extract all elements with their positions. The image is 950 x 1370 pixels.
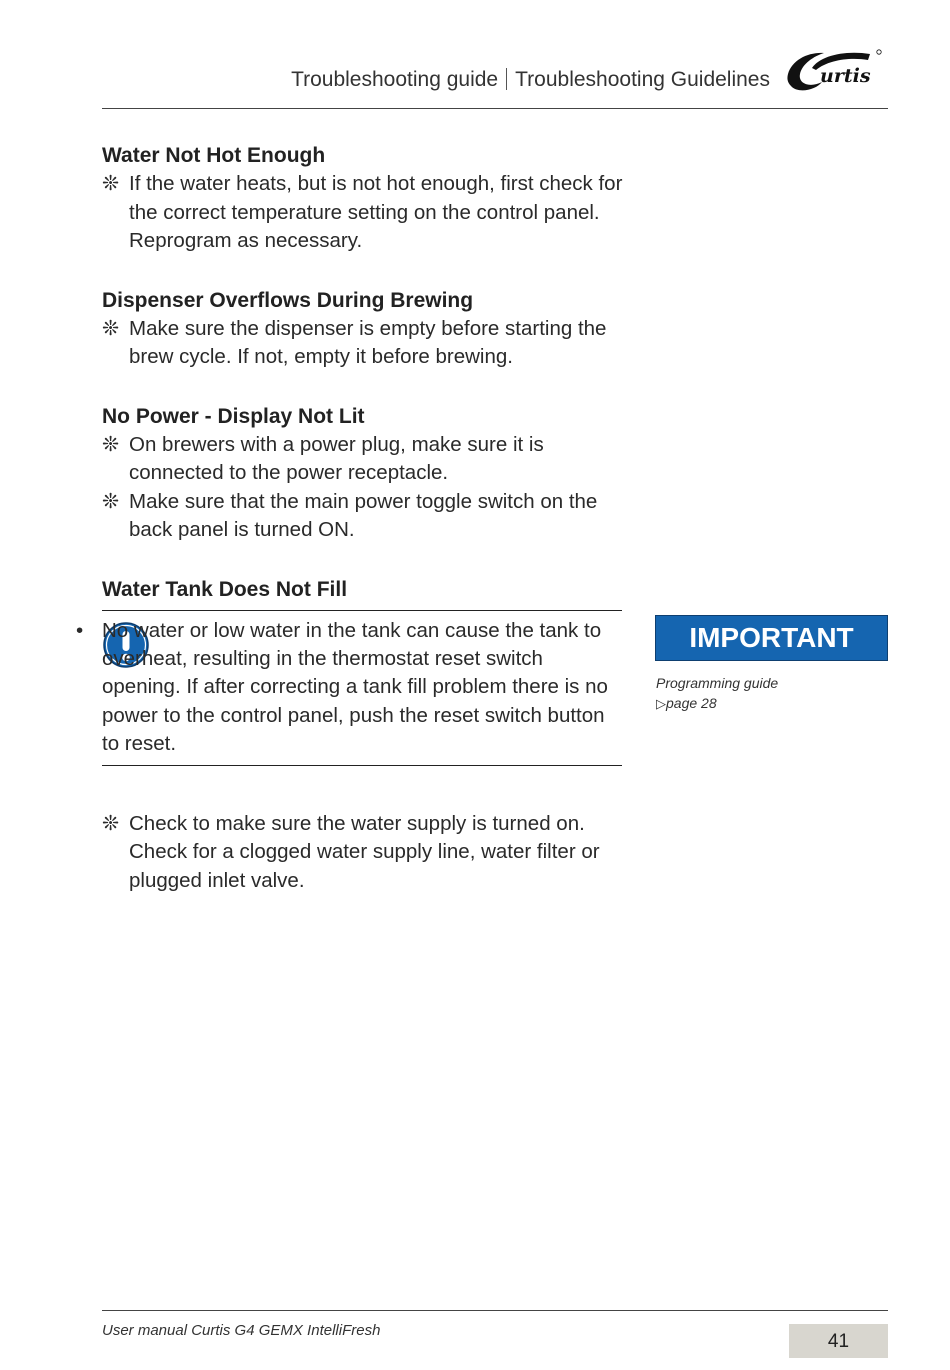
asterisk-icon: ❊ bbox=[102, 432, 120, 456]
list-item: ❊ On brewers with a power plug, make sure it is connected to the power receptacle. bbox=[102, 432, 544, 484]
bullet-dot: • bbox=[76, 618, 84, 642]
running-header bbox=[291, 68, 770, 92]
list-item: ❊ Check to make sure the water supply is turned on. Check for a clogged water supply line, water filter or plugged inlet valve. bbox=[102, 811, 600, 892]
header-subsection: Troubleshooting Guidelines bbox=[515, 68, 770, 91]
svg-text:urtis: urtis bbox=[820, 65, 871, 87]
header-rule bbox=[102, 108, 888, 109]
footer-rule bbox=[102, 1310, 888, 1311]
section-heading: Water Not Hot Enough bbox=[102, 144, 326, 167]
asterisk-icon: ❊ bbox=[102, 316, 120, 340]
header-divider bbox=[506, 68, 507, 90]
footer-manual-title: User manual Curtis G4 GEMX IntelliFresh bbox=[102, 1322, 381, 1339]
asterisk-icon: ❊ bbox=[102, 172, 120, 195]
section-no-power bbox=[102, 403, 627, 545]
note-page-ref: page 28 bbox=[666, 695, 717, 711]
list-item: ❊ Make sure that the main power toggle switch on the back panel is turned ON. bbox=[102, 489, 598, 541]
note-line-2 bbox=[656, 693, 778, 714]
asterisk-icon: ❊ bbox=[102, 811, 120, 835]
section-tank-not-fill bbox=[76, 576, 627, 896]
list-item: ❊ Make sure the dispenser is empty before starting the brew cycle. If not, empty it before brewing. bbox=[102, 316, 607, 368]
triangle-right-icon: ▷ bbox=[656, 696, 666, 711]
list-item: ❊ If the water heats, but is not hot enough, first check for the correct temperature setting on the control panel. Reprogram as necessary. bbox=[102, 172, 623, 252]
curtis-logo bbox=[784, 44, 884, 96]
section-heading: No Power - Display Not Lit bbox=[102, 404, 365, 428]
section-dispenser-overflows bbox=[102, 287, 627, 372]
programming-guide-note bbox=[656, 673, 778, 714]
important-label: IMPORTANT bbox=[655, 615, 888, 661]
section-water-not-hot bbox=[102, 142, 627, 256]
warning-callout bbox=[76, 610, 622, 766]
page-number: 41 bbox=[789, 1324, 888, 1358]
main-content bbox=[76, 142, 627, 895]
section-heading: Water Tank Does Not Fill bbox=[102, 577, 348, 601]
header-section: Troubleshooting guide bbox=[291, 68, 499, 91]
asterisk-icon: ❊ bbox=[102, 489, 120, 513]
section-heading: Dispenser Overflows During Brewing bbox=[102, 288, 474, 312]
callout-text: • No water or low water in the tank can cause the tank to overheat, resulting in the thermostat reset switch opening. If after correcting a tank fill problem there is no power to the control panel, push the reset switch button to reset. bbox=[76, 618, 608, 756]
note-line-1: Programming guide bbox=[656, 675, 779, 691]
